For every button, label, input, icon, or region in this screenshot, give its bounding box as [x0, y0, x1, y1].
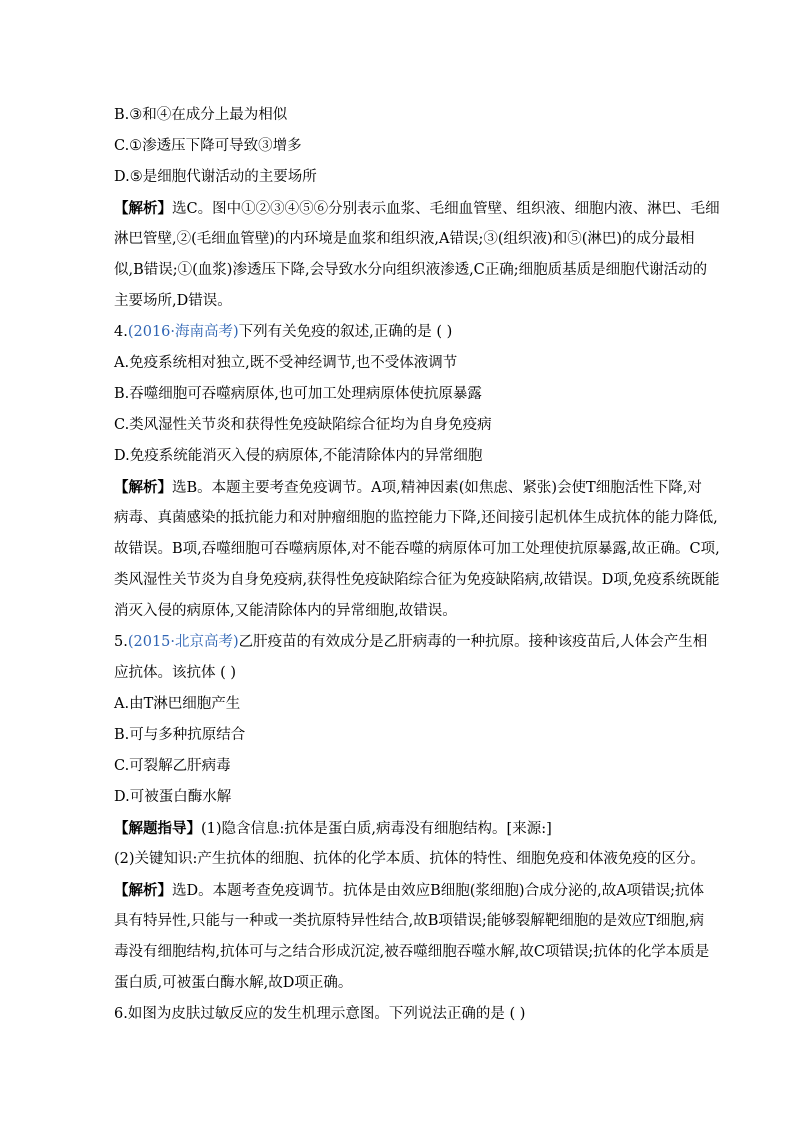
q5-analysis-line: 蛋白质,可被蛋白酶水解,故D项正确。 — [114, 975, 353, 991]
q3-option-b: B.③和④在成分上最为相似 — [114, 107, 288, 123]
question-source: (2015·北京高考) — [127, 634, 239, 650]
q4-analysis-line: 病毒、真菌感染的抵抗能力和对肿瘤细胞的监控能力下降,还间接引起机体生成抗体的能力降低, — [114, 510, 718, 526]
analysis-tag: 【解析】 — [114, 479, 172, 496]
question-number: 5. — [114, 634, 128, 650]
q4-analysis-line — [114, 472, 704, 503]
q4-option-a: A.免疫系统相对独立,既不受神经调节,也不受体液调节 — [114, 355, 458, 371]
question-source: (2016·海南高考) — [127, 324, 239, 340]
q5-stem-continued: 应抗体。该抗体 ( ) — [114, 665, 237, 681]
question-stem: 下列有关免疫的叙述,正确的是 ( ) — [238, 324, 453, 340]
q5-guide-line: (2)关键知识:产生抗体的细胞、抗体的化学本质、抗体的特性、细胞免疫和体液免疫的区分。 — [114, 851, 705, 867]
q4-option-b: B.吞噬细胞可吞噬病原体,也可加工处理病原体使抗原暴露 — [114, 386, 482, 402]
q4-option-c: C.类风湿性关节炎和获得性免疫缺陷综合征均为自身免疫病 — [114, 417, 492, 433]
q5-option-a: A.由T淋巴细胞产生 — [114, 696, 241, 712]
q5-analysis-line — [114, 875, 704, 906]
q5-analysis-line: 具有特异性,只能与一种或一类抗原特异性结合,故B项错误;能够裂解靶细胞的是效应T细胞,病 — [114, 913, 705, 929]
analysis-tag: 【解析】 — [114, 200, 172, 217]
guide-tag: 【解题指导】 — [114, 820, 201, 837]
q3-option-c: C.①渗透压下降可导致③增多 — [114, 138, 302, 154]
q3-analysis-line: 主要场所,D错误。 — [114, 293, 232, 309]
analysis-tag: 【解析】 — [114, 882, 172, 899]
analysis-text: 选C。图中①②③④⑤⑥分别表示血浆、毛细血管壁、组织液、细胞内液、淋巴、毛细 — [172, 201, 720, 217]
question-number: 4. — [114, 324, 128, 340]
q5-guide-line — [114, 813, 704, 844]
q5-option-b: B.可与多种抗原结合 — [114, 727, 246, 743]
q4-analysis-line: 类风湿性关节炎为自身免疫病,获得性免疫缺陷综合征为免疫缺陷病,故错误。D项,免疫系统既能 — [114, 572, 720, 588]
q4-analysis-line: 故错误。B项,吞噬细胞可吞噬病原体,对不能吞噬的病原体可加工处理使抗原暴露,故正确。C项, — [114, 541, 720, 557]
q6-stem: 6.如图为皮肤过敏反应的发生机理示意图。下列说法正确的是 ( ) — [114, 1006, 526, 1022]
q4-stem — [114, 317, 704, 348]
q4-option-d: D.免疫系统能消灭入侵的病原体,不能清除体内的异常细胞 — [114, 448, 483, 464]
analysis-text: 选D。本题考查免疫调节。抗体是由效应B细胞(浆细胞)合成分泌的,故A项错误;抗体 — [172, 883, 705, 899]
q3-option-d: D.⑤是细胞代谢活动的主要场所 — [114, 169, 317, 185]
q5-option-c: C.可裂解乙肝病毒 — [114, 758, 231, 774]
q5-stem — [114, 627, 708, 658]
q3-analysis-line — [114, 193, 720, 224]
guide-text: (1)隐含信息:抗体是蛋白质,病毒没有细胞结构。[来源:] — [201, 821, 552, 837]
q5-option-d: D.可被蛋白酶水解 — [114, 789, 232, 805]
q5-analysis-line: 毒没有细胞结构,抗体可与之结合形成沉淀,被吞噬细胞吞噬水解,故C项错误;抗体的化学本质是 — [114, 944, 710, 960]
q4-analysis-line: 消灭入侵的病原体,又能清除体内的异常细胞,故错误。 — [114, 603, 457, 619]
q3-analysis-line: 淋巴管壁,②(毛细血管壁)的内环境是血浆和组织液,A错误;③(组织液)和⑤(淋巴)的成分最相 — [114, 231, 695, 247]
question-stem: 乙肝疫苗的有效成分是乙肝病毒的一种抗原。接种该疫苗后,人体会产生相 — [238, 634, 708, 650]
analysis-text: 选B。本题主要考查免疫调节。A项,精神因素(如焦虑、紧张)会使T细胞活性下降,对 — [172, 480, 702, 496]
page-content — [114, 100, 720, 1030]
q3-analysis-line: 似,B错误;①(血浆)渗透压下降,会导致水分向组织液渗透,C正确;细胞质基质是细胞代谢活动的 — [114, 262, 708, 278]
